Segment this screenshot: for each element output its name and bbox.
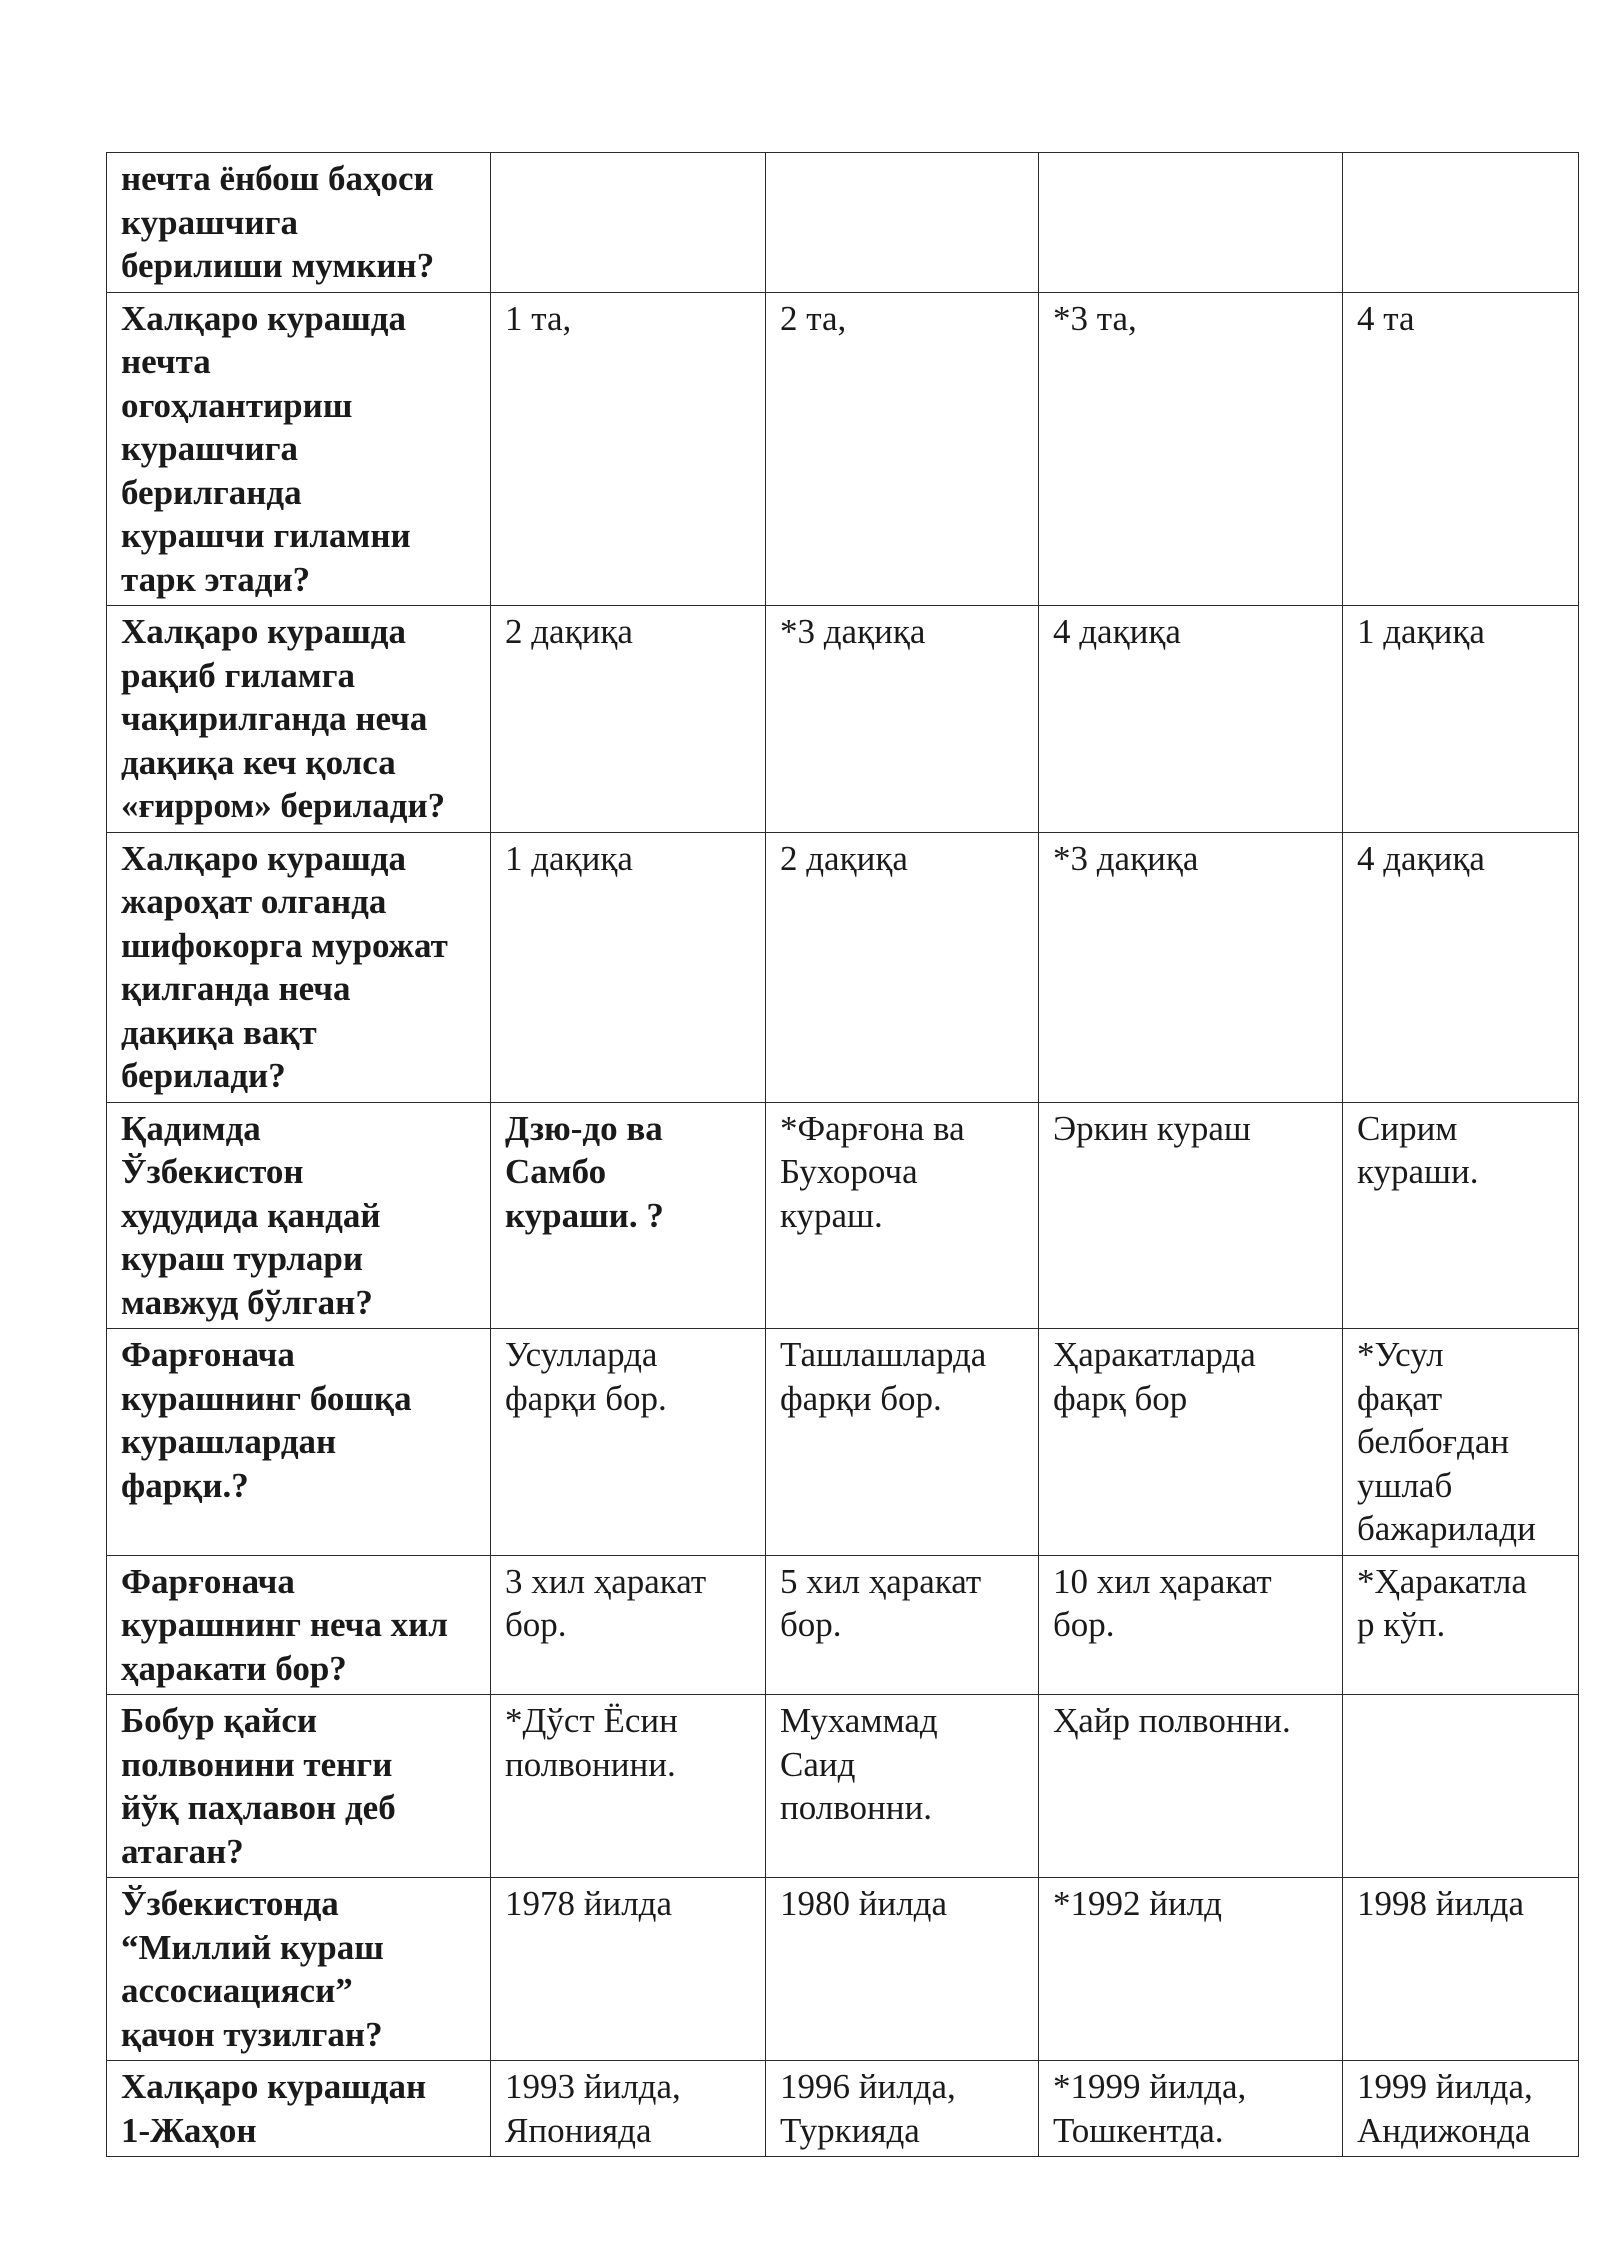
question-text-line: мавжуд бўлган?: [121, 1282, 373, 1322]
question-cell: [107, 1878, 491, 2061]
answer-text-line: полвонини.: [505, 1744, 676, 1784]
answer-cell-2: [766, 832, 1039, 1102]
answer-text-line: 10 хил ҳаракат: [1053, 1561, 1272, 1601]
answer-text-line: 4 дақиқа: [1053, 612, 1181, 651]
question-text-line: курашчига: [121, 429, 298, 468]
question-cell: [107, 153, 491, 293]
answer-cell-1: [491, 2061, 766, 2157]
table-row: [107, 2061, 1579, 2157]
answer-text-line: 1978 йилда: [505, 1884, 673, 1923]
answer-cell-1: [491, 1695, 766, 1878]
answer-cell-4: [1343, 292, 1579, 606]
table-row: [107, 1329, 1579, 1556]
question-text-line: кураш турлари: [121, 1239, 364, 1278]
answer-text-line: кураш.: [780, 1195, 883, 1235]
answer-text-line: 1 дақиқа: [505, 838, 633, 878]
answer-text-line: 4 дақиқа: [1357, 838, 1485, 878]
answer-text-line: 2 дақиқа: [505, 612, 633, 651]
answer-text-line: 1999 йилда,: [1357, 2067, 1533, 2106]
question-text-line: «ғирром» берилади?: [121, 786, 446, 825]
answer-text-line: Самбо: [505, 1152, 607, 1191]
answer-text-line: Дзю-до ва: [505, 1108, 663, 1148]
answer-cell-3: [1039, 292, 1343, 606]
answer-text-line: кураши. ?: [505, 1195, 664, 1235]
answer-text-line: белбоғдан: [1357, 1422, 1510, 1461]
question-text-line: дақиқа кеч қолса: [121, 742, 396, 782]
answer-text-line: *3 дақиқа: [780, 612, 926, 651]
table-row: [107, 292, 1579, 606]
answer-cell-2: [766, 1555, 1039, 1695]
answer-cell-3: [1039, 1329, 1343, 1556]
question-text-line: берилганда: [121, 472, 302, 512]
question-text-line: Халқаро курашдан: [121, 2067, 427, 2106]
answer-cell-3: [1039, 606, 1343, 833]
question-text-line: курашчи гиламни: [121, 516, 411, 555]
answer-text-line: ушлаб: [1357, 1465, 1453, 1505]
answer-text-line: полвонни.: [780, 1788, 932, 1827]
question-text-line: курашчига: [121, 202, 298, 242]
question-text-line: қачон тузилган?: [121, 2014, 383, 2054]
answer-cell-1: [491, 153, 766, 293]
question-text-line: жароҳат олганда: [121, 882, 387, 921]
question-text-line: худудида қандай: [121, 1195, 381, 1235]
question-text-line: Халқаро курашда: [121, 612, 406, 651]
answer-cell-1: [491, 292, 766, 606]
answer-cell-4: [1343, 1555, 1579, 1695]
question-cell: [107, 1102, 491, 1329]
question-text-line: нечта ёнбош баҳоси: [121, 159, 434, 198]
answer-text-line: 3 хил ҳаракат: [505, 1561, 707, 1601]
answer-text-line: 1996 йилда,: [780, 2067, 956, 2106]
question-text-line: дақиқа вақт: [121, 1012, 317, 1052]
answer-cell-4: [1343, 2061, 1579, 2157]
answer-cell-1: [491, 1102, 766, 1329]
answer-text-line: бор.: [780, 1605, 842, 1644]
answer-text-line: р кўп.: [1357, 1605, 1446, 1644]
question-text-line: шифокорга мурожат: [121, 925, 448, 965]
answer-text-line: Андижонда: [1357, 2110, 1531, 2150]
answer-text-line: фарқ бор: [1053, 1378, 1188, 1418]
answer-cell-3: [1039, 1878, 1343, 2061]
answer-text-line: Сирим: [1357, 1108, 1458, 1148]
answer-cell-2: [766, 2061, 1039, 2157]
answer-text-line: фарқи бор.: [505, 1378, 667, 1418]
question-text-line: полвонини тенги: [121, 1744, 393, 1784]
answer-cell-4: [1343, 1102, 1579, 1329]
answer-text-line: *Усул: [1357, 1335, 1444, 1374]
question-cell: [107, 1695, 491, 1878]
answer-text-line: 2 та,: [780, 298, 847, 338]
answer-text-line: *Ҳаракатла: [1357, 1561, 1527, 1601]
question-cell: [107, 2061, 491, 2157]
answer-cell-3: [1039, 1102, 1343, 1329]
question-text-line: берилиши мумкин?: [121, 246, 435, 285]
question-text-line: Қадимда: [121, 1108, 261, 1148]
answer-text-line: Саид: [780, 1744, 856, 1784]
answer-cell-2: [766, 606, 1039, 833]
answer-cell-3: [1039, 1695, 1343, 1878]
answer-cell-1: [491, 832, 766, 1102]
answer-text-line: *1999 йилда,: [1053, 2067, 1247, 2106]
table-row: [107, 1695, 1579, 1878]
answer-text-line: Усулларда: [505, 1335, 658, 1374]
answer-text-line: Тошкентда.: [1053, 2110, 1224, 2150]
question-text-line: тарк этади?: [121, 559, 311, 599]
answer-text-line: 1 та,: [505, 298, 572, 338]
question-cell: [107, 1329, 491, 1556]
answer-cell-2: [766, 292, 1039, 606]
question-text-line: ҳаракати бор?: [121, 1648, 347, 1688]
question-text-line: 1-Жаҳон: [121, 2110, 257, 2150]
question-text-line: Ўзбекистон: [121, 1152, 304, 1191]
answer-text-line: *Фарғона ва: [780, 1108, 965, 1148]
answer-text-line: Японияда: [505, 2110, 652, 2150]
answer-cell-4: [1343, 832, 1579, 1102]
answer-cell-1: [491, 606, 766, 833]
answer-text-line: *3 та,: [1053, 298, 1137, 338]
answer-cell-3: [1039, 832, 1343, 1102]
answer-text-line: 1993 йилда,: [505, 2067, 681, 2106]
answer-text-line: Мухаммад: [780, 1701, 938, 1740]
answer-text-line: Бухороча: [780, 1152, 918, 1191]
answer-text-line: Ташлашларда: [780, 1335, 987, 1374]
answer-cell-3: [1039, 153, 1343, 293]
question-text-line: Халқаро курашда: [121, 838, 406, 878]
answer-text-line: кураши.: [1357, 1152, 1479, 1191]
answer-text-line: *3 дақиқа: [1053, 838, 1199, 878]
answer-text-line: 5 хил ҳаракат: [780, 1561, 982, 1601]
quiz-table-body: [107, 153, 1579, 2157]
question-text-line: берилади?: [121, 1056, 286, 1095]
question-text-line: курашнинг неча хил: [121, 1605, 448, 1644]
question-text-line: Ўзбекистонда: [121, 1884, 339, 1923]
answer-text-line: Эркин кураш: [1053, 1108, 1251, 1148]
question-text-line: фарқи.?: [121, 1465, 249, 1505]
answer-text-line: Ҳайр полвонни.: [1053, 1701, 1291, 1740]
quiz-table: [106, 152, 1579, 2157]
answer-cell-1: [491, 1555, 766, 1695]
answer-cell-2: [766, 1878, 1039, 2061]
question-text-line: Бобур қайси: [121, 1701, 318, 1740]
question-text-line: “Миллий кураш: [121, 1927, 384, 1967]
answer-cell-2: [766, 1102, 1039, 1329]
answer-text-line: Туркияда: [780, 2110, 920, 2150]
question-cell: [107, 292, 491, 606]
table-row: [107, 832, 1579, 1102]
answer-cell-4: [1343, 1329, 1579, 1556]
table-row: [107, 153, 1579, 293]
answer-cell-1: [491, 1878, 766, 2061]
question-text-line: Фарғонача: [121, 1335, 295, 1374]
answer-cell-4: [1343, 153, 1579, 293]
answer-cell-2: [766, 153, 1039, 293]
answer-text-line: Ҳаракатларда: [1053, 1335, 1256, 1374]
answer-cell-1: [491, 1329, 766, 1556]
answer-text-line: 4 та: [1357, 298, 1415, 338]
answer-cell-4: [1343, 606, 1579, 833]
table-row: [107, 606, 1579, 833]
answer-text-line: 1 дақиқа: [1357, 612, 1485, 651]
question-text-line: Халқаро курашда: [121, 298, 406, 338]
answer-cell-4: [1343, 1878, 1579, 2061]
answer-text-line: *1992 йилд: [1053, 1884, 1222, 1923]
table-row: [107, 1555, 1579, 1695]
answer-text-line: фарқи бор.: [780, 1378, 942, 1418]
question-text-line: нечта: [121, 342, 211, 381]
question-cell: [107, 832, 491, 1102]
table-row: [107, 1878, 1579, 2061]
answer-text-line: 2 дақиқа: [780, 838, 908, 878]
question-text-line: атаган?: [121, 1831, 244, 1871]
answer-cell-3: [1039, 1555, 1343, 1695]
question-text-line: ассосиацияси”: [121, 1971, 353, 2010]
answer-text-line: бор.: [505, 1605, 567, 1644]
question-text-line: чақирилганда неча: [121, 699, 428, 738]
question-text-line: йўқ паҳлавон деб: [121, 1788, 396, 1827]
answer-text-line: *Дўст Ёсин: [505, 1701, 678, 1740]
answer-text-line: 1980 йилда: [780, 1884, 948, 1923]
question-cell: [107, 1555, 491, 1695]
table-row: [107, 1102, 1579, 1329]
answer-cell-4: [1343, 1695, 1579, 1878]
question-text-line: курашнинг бошқа: [121, 1378, 412, 1418]
answer-cell-3: [1039, 2061, 1343, 2157]
question-text-line: курашлардан: [121, 1422, 337, 1461]
answer-cell-2: [766, 1695, 1039, 1878]
answer-text-line: бажарилади: [1357, 1509, 1536, 1548]
answer-text-line: бор.: [1053, 1605, 1115, 1644]
question-cell: [107, 606, 491, 833]
answer-text-line: фақат: [1357, 1378, 1443, 1418]
question-text-line: огоҳлантириш: [121, 385, 353, 425]
question-text-line: қилганда неча: [121, 969, 351, 1008]
answer-text-line: 1998 йилда: [1357, 1884, 1525, 1923]
question-text-line: Фарғонача: [121, 1561, 295, 1601]
question-text-line: рақиб гиламга: [121, 655, 355, 695]
answer-cell-2: [766, 1329, 1039, 1556]
